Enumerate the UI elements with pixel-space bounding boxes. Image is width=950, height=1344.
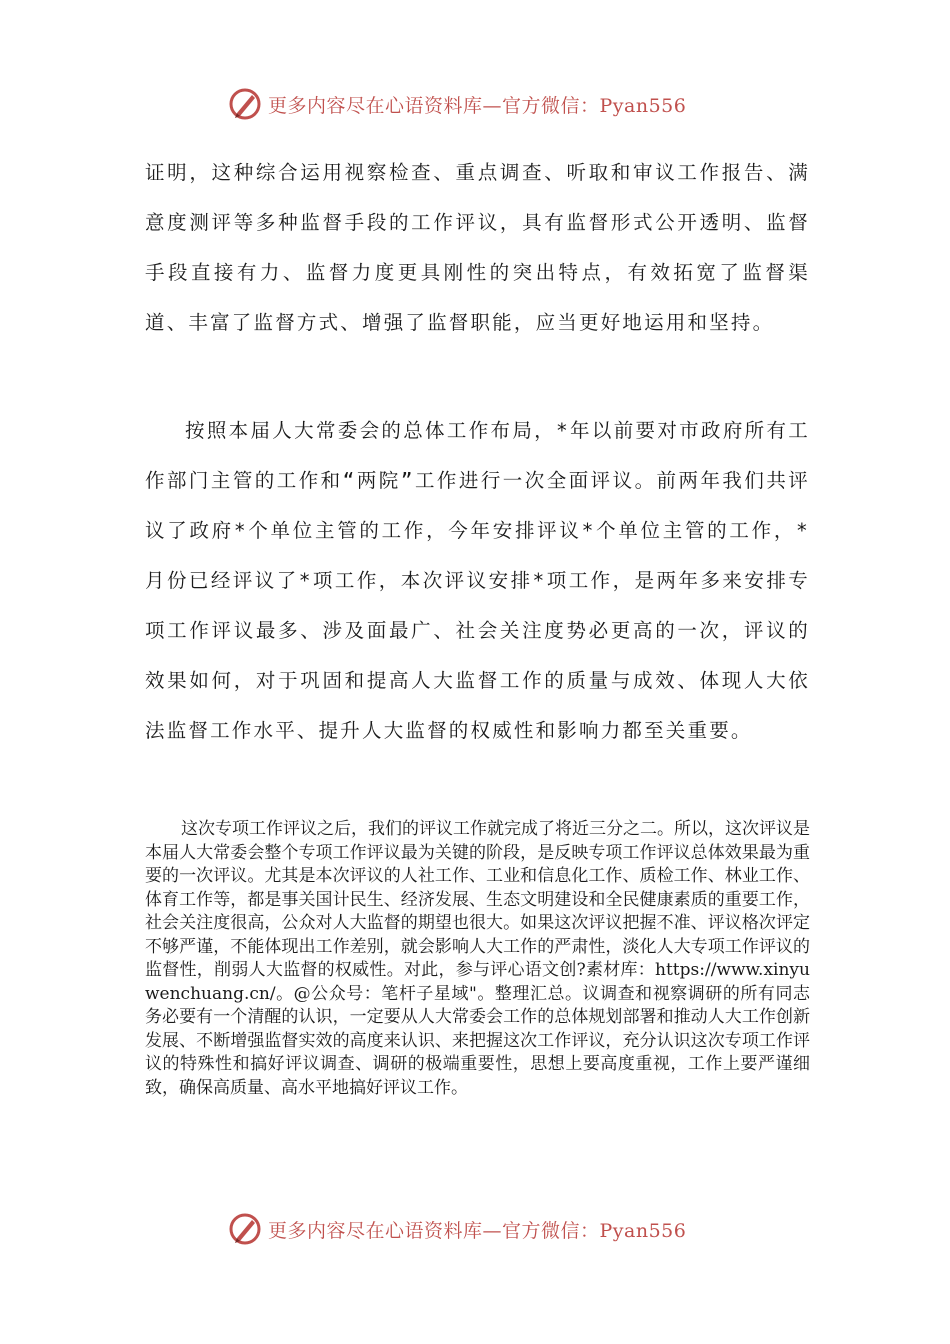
pen-logo-icon [228, 87, 262, 121]
paragraph-3: 这次专项工作评议之后，我们的评议工作就完成了将近三分之二。所以，这次评议是本届人大常委会整个专项工作评议最为关键的阶段，是反映专项工作评议总体效果最为重要的一次评议。尤其是本次评议的人社工作、工业和信息化工作、质检工作、林业工作、体育工作等，都是事关国计民生、经济发展、生态文明建设和全民健康素质的重要工作，社会关注度很高，公众对人大监督的期望也很大。如果这次评议把握不准、评议格次评定不够严谨，不能体现出工作差别，就会影响人大工作的严肃性，淡化人大专项工作评议的监督性，削弱人大监督的权威性。对此，参与评心语文创?素材库：https://www.xinyuwenchuang.cn/。@公众号：笔杆子星域"。整理汇总。议调查和视察调研的所有同志务必要有一个清醒的认识，一定要从人大常委会工作的总体规划部署和推动人大工作创新发展、不断增强监督实效的高度来认识、来把握这次工作评议，充分认识这次专项工作评议的特殊性和搞好评议调查、调研的极端重要性，思想上要高度重视，工作上要严谨细致，确保高质量、高水平地搞好评议工作。 [145, 819, 810, 1098]
paragraph-2: 按照本届人大常委会的总体工作布局，*年以前要对市政府所有工作部门主管的工作和“两院”工作进行一次全面评议。前两年我们共评议了政府*个单位主管的工作，今年安排评议*个单位主管的工作，*月份已经评议了*项工作，本次评议安排*项工作，是两年多来安排专项工作评议最多、涉及面最广、社会关注度势必更高的一次，评议的效果如何，对于巩固和提高人大监督工作的质量与成效、体现人大依法监督工作水平、提升人大监督的权威性和影响力都至关重要。 [145, 419, 810, 742]
paragraph-1: 证明，这种综合运用视察检查、重点调查、听取和审议工作报告、满意度测评等多种监督手段的工作评议，具有监督形式公开透明、监督手段直接有力、监督力度更具刚性的突出特点，有效拓宽了监督渠道、丰富了监督方式、增强了监督职能，应当更好地运用和坚持。 [145, 161, 810, 334]
footer-banner [228, 1209, 748, 1249]
banner-text: 更多内容尽在心语资料库—官方微信：Pyan556 [268, 1219, 687, 1242]
banner-text: 更多内容尽在心语资料库—官方微信：Pyan556 [268, 94, 687, 117]
header-banner [228, 84, 748, 124]
pen-logo-icon [228, 1212, 262, 1246]
